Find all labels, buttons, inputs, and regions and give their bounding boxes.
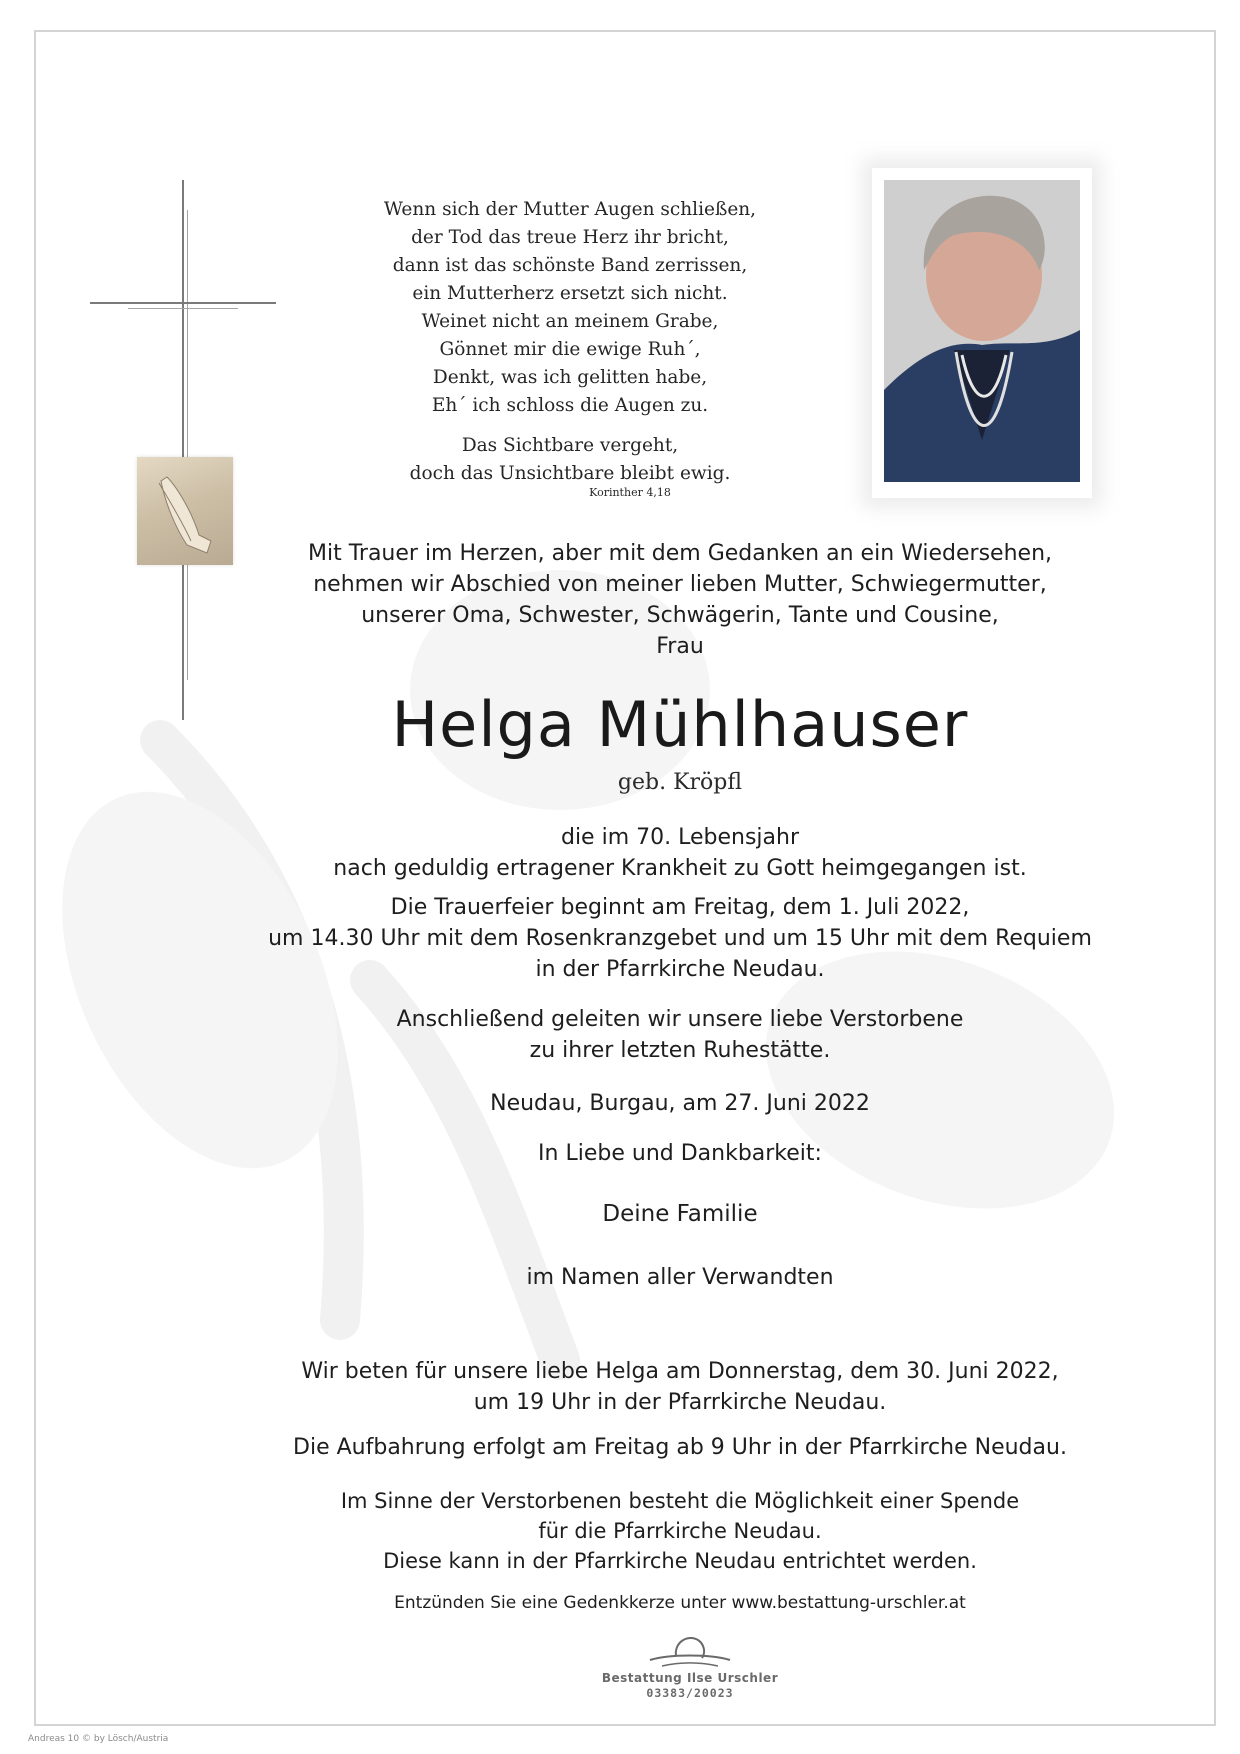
funeral-home-logo xyxy=(600,1630,780,1710)
donation-line: Im Sinne der Verstorbenen besteht die Möglichkeit einer Spende xyxy=(340,1489,1020,1513)
poem-line: dann ist das schönste Band zerrissen, xyxy=(392,255,748,276)
sunrise-logo-icon xyxy=(640,1630,740,1670)
burial-line: Anschließend geleiten wir unsere liebe Verstorbene xyxy=(396,1007,964,1032)
poem-line: doch das Unsichtbare bleibt ewig. xyxy=(409,463,731,484)
poem-line: Weinet nicht an meinem Grabe, xyxy=(421,311,719,332)
intro-text xyxy=(200,538,1160,662)
death-line: nach geduldig ertragener Krankheit zu Gott heimgegangen ist. xyxy=(333,856,1027,881)
poem-source: Korinther 4,18 xyxy=(589,486,671,499)
poem-line: Gönnet mir die ewige Ruh´, xyxy=(439,339,701,360)
portrait-photo xyxy=(884,180,1080,482)
place-date: Neudau, Burgau, am 27. Juni 2022 xyxy=(490,1091,870,1116)
wake-notice: Die Aufbahrung erfolgt am Freitag ab 9 Uhr in der Pfarrkirche Neudau. xyxy=(293,1435,1067,1460)
deceased-name: Helga Mühlhauser xyxy=(391,688,969,761)
intro-line: Frau xyxy=(656,634,704,659)
love-gratitude: In Liebe und Dankbarkeit: xyxy=(538,1141,822,1166)
death-notice xyxy=(200,822,1160,884)
intro-line: Mit Trauer im Herzen, aber mit dem Gedanken an ein Wiedersehen, xyxy=(307,541,1052,566)
family-signature: Deine Familie xyxy=(602,1201,758,1227)
prayer-notice xyxy=(200,1356,1160,1418)
company-name: Bestattung Ilse Urschler xyxy=(601,1671,779,1685)
maiden-name: geb. Kröpfl xyxy=(617,770,743,795)
poem-line: der Tod das treue Herz ihr bricht, xyxy=(411,227,729,248)
poem xyxy=(330,196,810,500)
poem-stanza-2 xyxy=(330,432,810,488)
donation-line: Diese kann in der Pfarrkirche Neudau entrichtet werden. xyxy=(383,1549,977,1573)
service-line: Die Trauerfeier beginnt am Freitag, dem 1. Juli 2022, xyxy=(390,895,970,920)
death-line: die im 70. Lebensjahr xyxy=(560,825,799,850)
intro-line: unserer Oma, Schwester, Schwägerin, Tante und Cousine, xyxy=(361,603,999,628)
poem-line: Das Sichtbare vergeht, xyxy=(461,435,679,456)
poem-line: Denkt, was ich gelitten habe, xyxy=(432,367,708,388)
service-line: in der Pfarrkirche Neudau. xyxy=(535,957,825,982)
service-line: um 14.30 Uhr mit dem Rosenkranzgebet und um 15 Uhr mit dem Requiem xyxy=(268,926,1092,951)
relatives-text: im Namen aller Verwandten xyxy=(526,1265,834,1290)
memorial-candle-link[interactable]: Entzünden Sie eine Gedenkkerze unter www.bestattung-urschler.at xyxy=(394,1593,966,1613)
poem-line: ein Mutterherz ersetzt sich nicht. xyxy=(412,283,728,304)
donation-notice xyxy=(200,1486,1160,1576)
prayer-line: um 19 Uhr in der Pfarrkirche Neudau. xyxy=(473,1390,887,1415)
template-credit: Andreas 10 © by Lösch/Austria xyxy=(28,1734,169,1744)
poem-line: Wenn sich der Mutter Augen schließen, xyxy=(383,199,757,220)
poem-line: Eh´ ich schloss die Augen zu. xyxy=(431,395,709,416)
funeral-service xyxy=(200,892,1160,985)
prayer-line: Wir beten für unsere liebe Helga am Donnerstag, dem 30. Juni 2022, xyxy=(301,1359,1059,1384)
poem-stanza-1 xyxy=(330,196,810,420)
company-phone: 03383/20023 xyxy=(646,1686,734,1700)
intro-line: nehmen wir Abschied von meiner lieben Mutter, Schwiegermutter, xyxy=(313,572,1047,597)
burial-line: zu ihrer letzten Ruhestätte. xyxy=(529,1038,831,1063)
donation-line: für die Pfarrkirche Neudau. xyxy=(538,1519,822,1543)
burial-text xyxy=(200,1004,1160,1066)
portrait-frame xyxy=(872,168,1092,498)
